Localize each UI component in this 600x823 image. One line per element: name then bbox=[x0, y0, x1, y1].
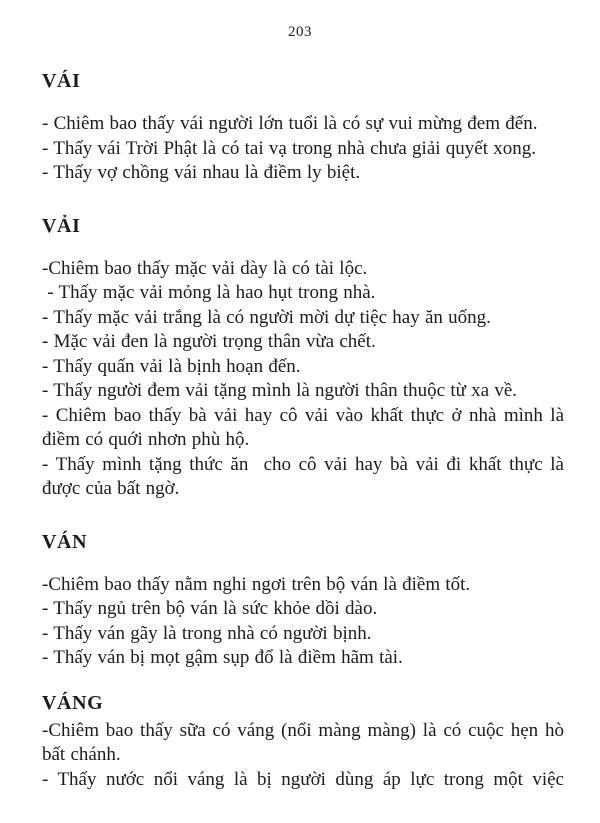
dream-interpretation-line: - Chiêm bao thấy bà vải hay cô vải vào khất thực ở nhà mình là điềm có quới nhơn phù hộ. bbox=[42, 404, 564, 450]
dream-interpretation-line: - Thấy ván bị mọt gậm sụp đổ là điềm hãm tài. bbox=[42, 647, 403, 668]
dream-interpretation-line: - Thấy nước nổi váng là bị người dùng áp lực trong một việc bbox=[42, 768, 564, 790]
section-title: VÁN bbox=[42, 530, 88, 553]
dream-interpretation-line: -Chiêm bao thấy mặc vải dày là có tài lộc. bbox=[42, 257, 368, 279]
section-2 bbox=[42, 215, 564, 502]
dream-interpretation-line: - Thấy ngủ trên bộ ván là sức khỏe dồi dào. bbox=[42, 598, 378, 619]
dream-interpretation-line: - Thấy mặc vải trắng là có người mời dự tiệc hay ăn uống. bbox=[42, 306, 491, 328]
page-content bbox=[0, 70, 600, 792]
dream-interpretation-line: - Thấy ván gãy là trong nhà có người bịnh. bbox=[42, 622, 372, 644]
dream-interpretation-line: - Thấy người đem vải tặng mình là người thân thuộc từ xa về. bbox=[42, 380, 518, 401]
section-title: VÁNG bbox=[42, 691, 104, 714]
dream-interpretation-line: - Thấy vái Trời Phật là có tai vạ trong nhà chưa giải quyết xong. bbox=[42, 137, 536, 159]
section-title: VẢI bbox=[42, 214, 81, 237]
dream-interpretation-line: -Chiêm bao thấy sữa có váng (nổi màng màng) là có cuộc hẹn hò bất chánh. bbox=[42, 719, 564, 765]
dream-interpretation-line: - Thấy quấn vải là bịnh hoạn đến. bbox=[42, 355, 301, 377]
dream-interpretation-line: - Thấy mình tặng thức ăn cho cô vải hay bà vải đi khất thực là được của bất ngờ. bbox=[42, 453, 564, 499]
dream-interpretation-line: - Mặc vải đen là người trọng thân vừa chết. bbox=[42, 331, 376, 352]
section-3 bbox=[42, 531, 564, 671]
section-1 bbox=[42, 70, 564, 186]
page-number: 203 bbox=[288, 24, 312, 40]
section-title: VÁI bbox=[42, 70, 81, 92]
dream-interpretation-line: - Thấy mặc vải mỏng là hao hụt trong nhà. bbox=[42, 282, 376, 303]
dream-interpretation-line: - Thấy vợ chồng vái nhau là điềm ly biệt. bbox=[42, 162, 361, 183]
section-4 bbox=[42, 692, 564, 793]
dream-interpretation-line: - Chiêm bao thấy vái người lớn tuổi là có sự vui mừng đem đến. bbox=[42, 113, 538, 134]
dream-interpretation-line: -Chiêm bao thấy nằm nghi ngơi trên bộ ván là điềm tốt. bbox=[42, 573, 471, 595]
